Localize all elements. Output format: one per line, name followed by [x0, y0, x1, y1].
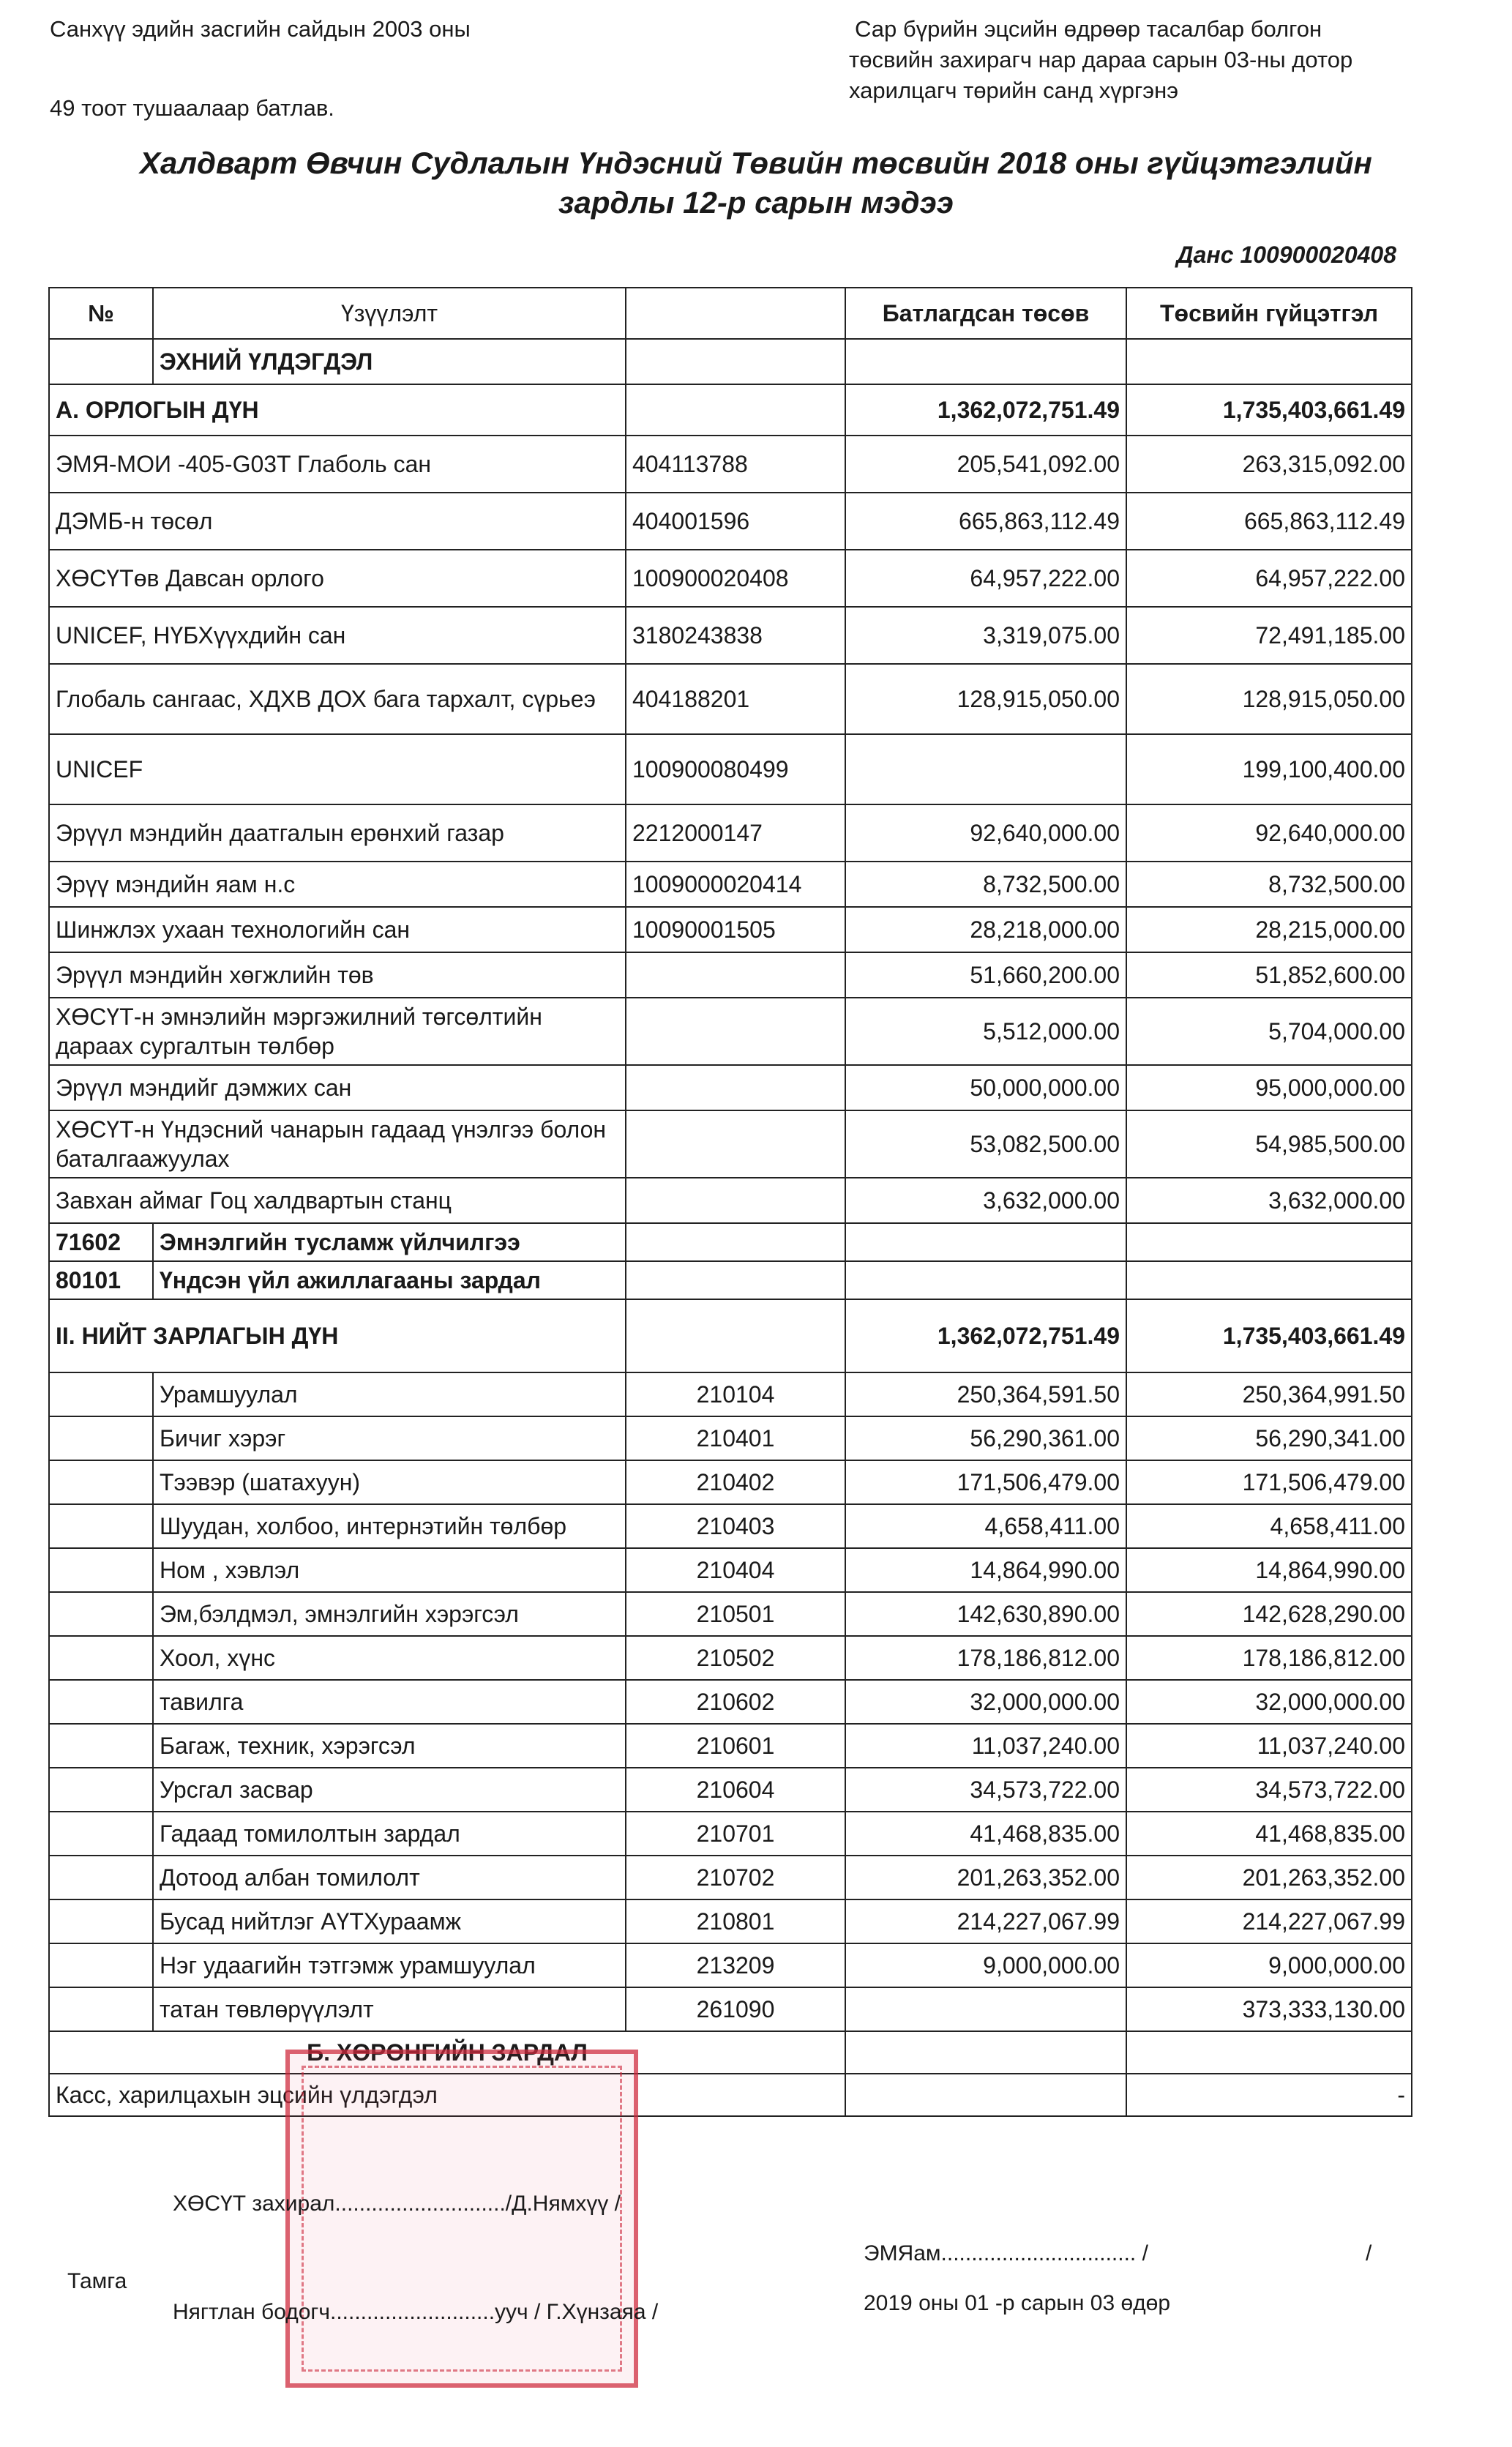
expense-executed: 56,290,341.00	[1126, 1416, 1412, 1460]
income-approved: 92,640,000.00	[845, 804, 1126, 862]
expense-approved: 214,227,067.99	[845, 1899, 1126, 1943]
budget-table	[48, 287, 1412, 2117]
expense-total-approved: 1,362,072,751.49	[845, 1299, 1126, 1372]
income-code: 404113788	[626, 436, 845, 493]
expense-executed: 214,227,067.99	[1126, 1899, 1412, 1943]
expense-code: 261090	[626, 1987, 845, 2031]
expense-executed: 14,864,990.00	[1126, 1548, 1412, 1592]
income-code	[626, 998, 845, 1065]
income-executed: 72,491,185.00	[1126, 607, 1412, 664]
expense-row	[49, 1548, 1412, 1592]
expense-blank	[49, 1680, 153, 1724]
section-name: Үндсэн үйл ажиллагааны зардал	[153, 1261, 626, 1299]
income-name: UNICEF	[49, 734, 626, 804]
income-row	[49, 998, 1412, 1065]
income-executed: 51,852,600.00	[1126, 952, 1412, 998]
closing-balance-row	[49, 2074, 1412, 2116]
expense-blank	[49, 1768, 153, 1812]
col-code-header	[626, 288, 845, 339]
expense-name: Дотоод албан томилолт	[153, 1856, 626, 1899]
expense-row	[49, 1724, 1412, 1768]
expense-code: 210404	[626, 1548, 845, 1592]
expense-name: Эм,бэлдмэл, эмнэлгийн хэрэгсэл	[153, 1592, 626, 1636]
expense-executed: 4,658,411.00	[1126, 1504, 1412, 1548]
income-code: 100900080499	[626, 734, 845, 804]
expense-approved: 56,290,361.00	[845, 1416, 1126, 1460]
expense-name: Урсгал засвар	[153, 1768, 626, 1812]
col-indicator-header: Үзүүлэлт	[153, 288, 626, 339]
header-right-line1: Сар бүрийн эцсийн өдрөөр тасалбар болгон	[855, 16, 1322, 42]
income-code: 404001596	[626, 493, 845, 550]
header-right-line3: харилцагч төрийн санд хүргэнэ	[849, 78, 1179, 103]
director-signature-line: ХӨСҮТ захирал............................/Д.Нямхүү /	[173, 2192, 621, 2216]
col-number-header: №	[49, 288, 153, 339]
opening-balance-label: ЭХНИЙ ҮЛДЭГДЭЛ	[153, 339, 626, 384]
expense-row	[49, 1592, 1412, 1636]
income-executed: 3,632,000.00	[1126, 1178, 1412, 1223]
expense-name: Тээвэр (шатахуун)	[153, 1460, 626, 1504]
expense-code: 210104	[626, 1372, 845, 1416]
income-executed: 64,957,222.00	[1126, 550, 1412, 607]
expense-name: Бичиг хэрэг	[153, 1416, 626, 1460]
income-name: Эрүү мэндийн яам н.с	[49, 862, 626, 907]
expense-row	[49, 1680, 1412, 1724]
expense-blank	[49, 1899, 153, 1943]
income-row	[49, 734, 1412, 804]
closing-balance-executed: -	[1126, 2074, 1412, 2116]
expense-executed: 373,333,130.00	[1126, 1987, 1412, 2031]
income-name: Эрүүл мэндийг дэмжих сан	[49, 1065, 626, 1110]
income-approved: 8,732,500.00	[845, 862, 1126, 907]
expense-code: 210401	[626, 1416, 845, 1460]
income-total-approved: 1,362,072,751.49	[845, 384, 1126, 436]
expense-row	[49, 1812, 1412, 1856]
budget-table-body	[49, 288, 1412, 2116]
title-line2: зардлы 12-р сарын мэдээ	[558, 185, 954, 220]
closing-balance-label: Касс, харилцахын эцсийн үлдэгдэл	[49, 2074, 845, 2116]
expense-approved: 178,186,812.00	[845, 1636, 1126, 1680]
income-name: Завхан аймаг Гоц халдвартын станц	[49, 1178, 626, 1223]
account-number: Данс 100900020408	[1176, 242, 1396, 268]
income-approved: 28,218,000.00	[845, 907, 1126, 952]
expense-name: Нэг удаагийн тэтгэмж урамшуулал	[153, 1943, 626, 1987]
expense-approved: 171,506,479.00	[845, 1460, 1126, 1504]
col-approved-header: Батлагдсан төсөв	[845, 288, 1126, 339]
income-name: ДЭМБ-н төсөл	[49, 493, 626, 550]
income-approved	[845, 734, 1126, 804]
expense-blank	[49, 1548, 153, 1592]
income-code: 2212000147	[626, 804, 845, 862]
expense-total-label: II. НИЙТ ЗАРЛАГЫН ДҮН	[49, 1299, 626, 1372]
official-stamp	[285, 2050, 638, 2388]
expense-executed: 11,037,240.00	[1126, 1724, 1412, 1768]
income-total-row	[49, 384, 1412, 436]
income-row	[49, 1110, 1412, 1178]
asset-expense-label: Б. ХӨРӨНГИЙН ЗАРДАЛ	[49, 2031, 845, 2074]
header-left-line2: 49 тоот тушаалаар батлав.	[50, 95, 334, 121]
income-approved: 50,000,000.00	[845, 1065, 1126, 1110]
document-title	[0, 143, 1512, 223]
income-row	[49, 607, 1412, 664]
expense-approved: 250,364,591.50	[845, 1372, 1126, 1416]
income-code: 404188201	[626, 664, 845, 734]
section-row	[49, 1223, 1412, 1261]
expense-code: 210501	[626, 1592, 845, 1636]
expense-executed: 171,506,479.00	[1126, 1460, 1412, 1504]
income-row	[49, 550, 1412, 607]
ministry-slash: /	[1366, 2241, 1372, 2265]
income-row	[49, 862, 1412, 907]
expense-name: Бусад нийтлэг АҮТХураамж	[153, 1899, 626, 1943]
income-approved: 665,863,112.49	[845, 493, 1126, 550]
income-executed: 199,100,400.00	[1126, 734, 1412, 804]
section-number: 80101	[49, 1261, 153, 1299]
expense-name: Багаж, техник, хэрэгсэл	[153, 1724, 626, 1768]
income-executed: 54,985,500.00	[1126, 1110, 1412, 1178]
income-code	[626, 1065, 845, 1110]
expense-code: 210502	[626, 1636, 845, 1680]
expense-executed: 142,628,290.00	[1126, 1592, 1412, 1636]
expense-approved: 201,263,352.00	[845, 1856, 1126, 1899]
expense-executed: 250,364,991.50	[1126, 1372, 1412, 1416]
expense-blank	[49, 1812, 153, 1856]
expense-blank	[49, 1592, 153, 1636]
title-line1: Халдварт Өвчин Судлалын Үндэсний Төвийн төсвийн 2018 оны гүйцэтгэлийн	[140, 146, 1372, 180]
expense-name: татан төвлөрүүлэлт	[153, 1987, 626, 2031]
income-executed: 263,315,092.00	[1126, 436, 1412, 493]
ministry-signature-line: ЭМЯам................................ /	[864, 2241, 1148, 2265]
expense-name: Гадаад томилолтын зардал	[153, 1812, 626, 1856]
accountant-signature-line: Нягтлан бодогч...........................ууч / Г.Хүнзаяа /	[173, 2300, 659, 2324]
expense-approved: 9,000,000.00	[845, 1943, 1126, 1987]
expense-blank	[49, 1372, 153, 1416]
income-executed: 8,732,500.00	[1126, 862, 1412, 907]
expense-blank	[49, 1504, 153, 1548]
expense-blank	[49, 1460, 153, 1504]
expense-executed: 9,000,000.00	[1126, 1943, 1412, 1987]
expense-approved: 142,630,890.00	[845, 1592, 1126, 1636]
income-code	[626, 1110, 845, 1178]
income-code: 3180243838	[626, 607, 845, 664]
income-name: ХӨСҮТ-н эмнэлийн мэргэжилний төгсөлтийн дараах сургалтын төлбөр	[49, 998, 626, 1065]
expense-total-executed: 1,735,403,661.49	[1126, 1299, 1412, 1372]
expense-code: 210801	[626, 1899, 845, 1943]
expense-code: 213209	[626, 1943, 845, 1987]
expense-approved: 41,468,835.00	[845, 1812, 1126, 1856]
expense-name: тавилга	[153, 1680, 626, 1724]
expense-total-row	[49, 1299, 1412, 1372]
income-executed: 5,704,000.00	[1126, 998, 1412, 1065]
expense-blank	[49, 1856, 153, 1899]
expense-code: 210604	[626, 1768, 845, 1812]
income-code	[626, 952, 845, 998]
expense-executed: 201,263,352.00	[1126, 1856, 1412, 1899]
expense-row	[49, 1372, 1412, 1416]
income-approved: 64,957,222.00	[845, 550, 1126, 607]
report-date: 2019 оны 01 -р сарын 03 өдөр	[864, 2291, 1171, 2315]
income-approved: 3,319,075.00	[845, 607, 1126, 664]
header-left-line1: Санхүү эдийн засгийн сайдын 2003 оны	[50, 16, 471, 42]
income-row	[49, 804, 1412, 862]
expense-code: 210602	[626, 1680, 845, 1724]
income-name: Глобаль сангаас, ХДХВ ДОХ бага тархалт, сүрьеэ	[49, 664, 626, 734]
income-row	[49, 907, 1412, 952]
opening-balance-row	[49, 339, 1412, 384]
income-executed: 128,915,050.00	[1126, 664, 1412, 734]
expense-row	[49, 1636, 1412, 1680]
expense-row	[49, 1987, 1412, 2031]
col-executed-header: Төсвийн гүйцэтгэл	[1126, 288, 1412, 339]
income-code: 1009000020414	[626, 862, 845, 907]
expense-row	[49, 1768, 1412, 1812]
expense-approved: 32,000,000.00	[845, 1680, 1126, 1724]
income-executed: 28,215,000.00	[1126, 907, 1412, 952]
income-name: Эрүүл мэндийн даатгалын ерөнхий газар	[49, 804, 626, 862]
header-right-line2: төсвийн захирагч нар дараа сарын 03-ны дотор	[849, 47, 1353, 72]
income-executed: 92,640,000.00	[1126, 804, 1412, 862]
income-approved: 53,082,500.00	[845, 1110, 1126, 1178]
income-name: ХӨСҮТөв Давсан орлого	[49, 550, 626, 607]
expense-approved	[845, 1987, 1126, 2031]
expense-executed: 41,468,835.00	[1126, 1812, 1412, 1856]
expense-code: 210402	[626, 1460, 845, 1504]
income-code	[626, 1178, 845, 1223]
income-row	[49, 493, 1412, 550]
expense-row	[49, 1504, 1412, 1548]
expense-executed: 178,186,812.00	[1126, 1636, 1412, 1680]
expense-code: 210701	[626, 1812, 845, 1856]
expense-blank	[49, 1987, 153, 2031]
income-name: UNICEF, НҮБХүүхдийн сан	[49, 607, 626, 664]
header-row	[49, 288, 1412, 339]
income-code: 100900020408	[626, 550, 845, 607]
expense-name: Хоол, хүнс	[153, 1636, 626, 1680]
expense-row	[49, 1899, 1412, 1943]
income-row	[49, 436, 1412, 493]
income-total-label: А. ОРЛОГЫН ДҮН	[49, 384, 626, 436]
income-name: Шинжлэх ухаан технологийн сан	[49, 907, 626, 952]
section-number: 71602	[49, 1223, 153, 1261]
income-row	[49, 952, 1412, 998]
stamp-label: Тамга	[67, 2269, 127, 2293]
expense-executed: 32,000,000.00	[1126, 1680, 1412, 1724]
asset-expense-row	[49, 2031, 1412, 2074]
income-name: Эрүүл мэндийн хөгжлийн төв	[49, 952, 626, 998]
section-name: Эмнэлгийн тусламж үйлчилгээ	[153, 1223, 626, 1261]
income-name: ХӨСҮТ-н Үндэсний чанарын гадаад үнэлгээ болон баталгаажуулах	[49, 1110, 626, 1178]
expense-code: 210601	[626, 1724, 845, 1768]
expense-row	[49, 1856, 1412, 1899]
income-total-executed: 1,735,403,661.49	[1126, 384, 1412, 436]
income-row	[49, 1178, 1412, 1223]
expense-name: Урамшуулал	[153, 1372, 626, 1416]
expense-blank	[49, 1943, 153, 1987]
expense-blank	[49, 1416, 153, 1460]
expense-approved: 4,658,411.00	[845, 1504, 1126, 1548]
expense-row	[49, 1460, 1412, 1504]
income-code: 10090001505	[626, 907, 845, 952]
expense-approved: 14,864,990.00	[845, 1548, 1126, 1592]
opening-balance-num	[49, 339, 153, 384]
expense-blank	[49, 1636, 153, 1680]
expense-row	[49, 1416, 1412, 1460]
expense-name: Ном , хэвлэл	[153, 1548, 626, 1592]
expense-code: 210403	[626, 1504, 845, 1548]
income-approved: 205,541,092.00	[845, 436, 1126, 493]
income-executed: 665,863,112.49	[1126, 493, 1412, 550]
expense-approved: 11,037,240.00	[845, 1724, 1126, 1768]
expense-code: 210702	[626, 1856, 845, 1899]
section-row	[49, 1261, 1412, 1299]
income-executed: 95,000,000.00	[1126, 1065, 1412, 1110]
expense-name: Шуудан, холбоо, интернэтийн төлбөр	[153, 1504, 626, 1548]
income-approved: 128,915,050.00	[845, 664, 1126, 734]
income-approved: 3,632,000.00	[845, 1178, 1126, 1223]
income-row	[49, 664, 1412, 734]
expense-blank	[49, 1724, 153, 1768]
income-approved: 51,660,200.00	[845, 952, 1126, 998]
income-approved: 5,512,000.00	[845, 998, 1126, 1065]
expense-executed: 34,573,722.00	[1126, 1768, 1412, 1812]
expense-row	[49, 1943, 1412, 1987]
income-row	[49, 1065, 1412, 1110]
expense-approved: 34,573,722.00	[845, 1768, 1126, 1812]
income-name: ЭМЯ-МОИ -405-G03T Глаболь сан	[49, 436, 626, 493]
